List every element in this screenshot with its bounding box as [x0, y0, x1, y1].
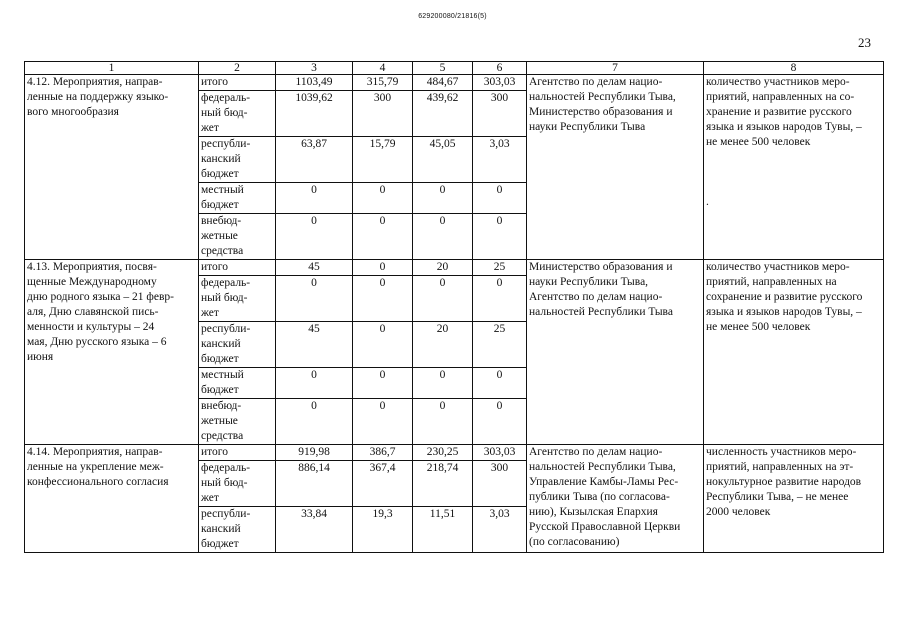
funding-source-label: федераль- ный бюд- жет	[199, 91, 276, 137]
responsible-executors: Агентство по делам нацио- нальностей Республики Тыва, Управление Камбы-Ламы Рес- публики Тыва (по согласова- нию), Кызылская Епархия Русской Православной Церкви (по согласованию)	[527, 445, 704, 553]
column-header: 2	[199, 62, 276, 75]
amount-cell: 20	[413, 260, 473, 276]
column-header: 7	[527, 62, 704, 75]
amount-cell: 0	[276, 214, 353, 260]
amount-cell: 1039,62	[276, 91, 353, 137]
expected-result: количество участников меро- приятий, направленных на со- хранение и развитие русского языка и языков народов Тувы, – не менее 500 человек .	[704, 75, 884, 260]
funding-source-label: федераль- ный бюд- жет	[199, 276, 276, 322]
amount-cell: 386,7	[353, 445, 413, 461]
amount-cell: 45,05	[413, 137, 473, 183]
amount-cell: 0	[413, 276, 473, 322]
amount-cell: 0	[413, 368, 473, 399]
amount-cell: 218,74	[413, 461, 473, 507]
amount-cell: 300	[353, 91, 413, 137]
column-header: 6	[473, 62, 527, 75]
amount-cell: 439,62	[413, 91, 473, 137]
amount-cell: 0	[413, 183, 473, 214]
amount-cell: 886,14	[276, 461, 353, 507]
amount-cell: 303,03	[473, 75, 527, 91]
funding-source-label: республи- канский бюджет	[199, 322, 276, 368]
funding-source-label: местный бюджет	[199, 368, 276, 399]
amount-cell: 0	[353, 260, 413, 276]
amount-cell: 0	[473, 368, 527, 399]
funding-source-label: республи- канский бюджет	[199, 507, 276, 553]
funding-source-label: внебюд- жетные средства	[199, 399, 276, 445]
amount-cell: 0	[473, 183, 527, 214]
amount-cell: 0	[473, 399, 527, 445]
amount-cell: 919,98	[276, 445, 353, 461]
funding-source-label: итого	[199, 445, 276, 461]
funding-source-label: федераль- ный бюд- жет	[199, 461, 276, 507]
funding-source-label: внебюд- жетные средства	[199, 214, 276, 260]
amount-cell: 0	[473, 276, 527, 322]
amount-cell: 20	[413, 322, 473, 368]
amount-cell: 315,79	[353, 75, 413, 91]
expected-result: численность участников меро- приятий, направленных на эт- нокультурное развитие народов Республики Тыва, – не менее 2000 человек	[704, 445, 884, 553]
amount-cell: 0	[353, 214, 413, 260]
amount-cell: 3,03	[473, 137, 527, 183]
funding-source-label: местный бюджет	[199, 183, 276, 214]
document-id: 629200080/21816(5)	[418, 13, 487, 20]
amount-cell: 0	[276, 399, 353, 445]
amount-cell: 25	[473, 322, 527, 368]
amount-cell: 63,87	[276, 137, 353, 183]
amount-cell: 0	[276, 183, 353, 214]
column-header: 8	[704, 62, 884, 75]
amount-cell: 0	[353, 399, 413, 445]
amount-cell: 0	[276, 368, 353, 399]
budget-table	[24, 61, 884, 553]
column-header: 4	[353, 62, 413, 75]
table-row	[25, 260, 884, 276]
amount-cell: 11,51	[413, 507, 473, 553]
page-number: 23	[858, 35, 871, 50]
amount-cell: 0	[473, 214, 527, 260]
expected-result: количество участников меро- приятий, направленных на сохранение и развитие русского языка и языков народов Тувы, – не менее 500 человек	[704, 260, 884, 445]
activity-name: 4.13. Мероприятия, посвя- щенные Международному дню родного языка – 21 февр- аля, Дню славянской пись- менности и культуры – 24 мая, Дню русского языка – 6 июня	[25, 260, 199, 445]
amount-cell: 25	[473, 260, 527, 276]
column-header: 3	[276, 62, 353, 75]
activity-name: 4.14. Мероприятия, направ- ленные на укрепление меж- конфессионального согласия	[25, 445, 199, 553]
funding-source-label: итого	[199, 75, 276, 91]
amount-cell: 230,25	[413, 445, 473, 461]
table-row	[25, 445, 884, 461]
amount-cell: 300	[473, 461, 527, 507]
amount-cell: 1103,49	[276, 75, 353, 91]
table-row	[25, 75, 884, 91]
amount-cell: 0	[353, 322, 413, 368]
responsible-executors: Агентство по делам нацио- нальностей Республики Тыва, Министерство образования и науки Республики Тыва	[527, 75, 704, 260]
amount-cell: 3,03	[473, 507, 527, 553]
amount-cell: 0	[353, 183, 413, 214]
amount-cell: 367,4	[353, 461, 413, 507]
amount-cell: 0	[353, 368, 413, 399]
column-number-row	[25, 62, 884, 75]
amount-cell: 0	[353, 276, 413, 322]
amount-cell: 33,84	[276, 507, 353, 553]
amount-cell: 45	[276, 322, 353, 368]
amount-cell: 0	[413, 399, 473, 445]
amount-cell: 15,79	[353, 137, 413, 183]
funding-source-label: итого	[199, 260, 276, 276]
amount-cell: 303,03	[473, 445, 527, 461]
column-header: 1	[25, 62, 199, 75]
amount-cell: 0	[276, 276, 353, 322]
column-header: 5	[413, 62, 473, 75]
amount-cell: 19,3	[353, 507, 413, 553]
responsible-executors: Министерство образования и науки Республики Тыва, Агентство по делам нацио- нальностей Республики Тыва	[527, 260, 704, 445]
amount-cell: 45	[276, 260, 353, 276]
amount-cell: 484,67	[413, 75, 473, 91]
amount-cell: 0	[413, 214, 473, 260]
activity-name: 4.12. Мероприятия, направ- ленные на поддержку языко- вого многообразия	[25, 75, 199, 260]
amount-cell: 300	[473, 91, 527, 137]
funding-source-label: республи- канский бюджет	[199, 137, 276, 183]
